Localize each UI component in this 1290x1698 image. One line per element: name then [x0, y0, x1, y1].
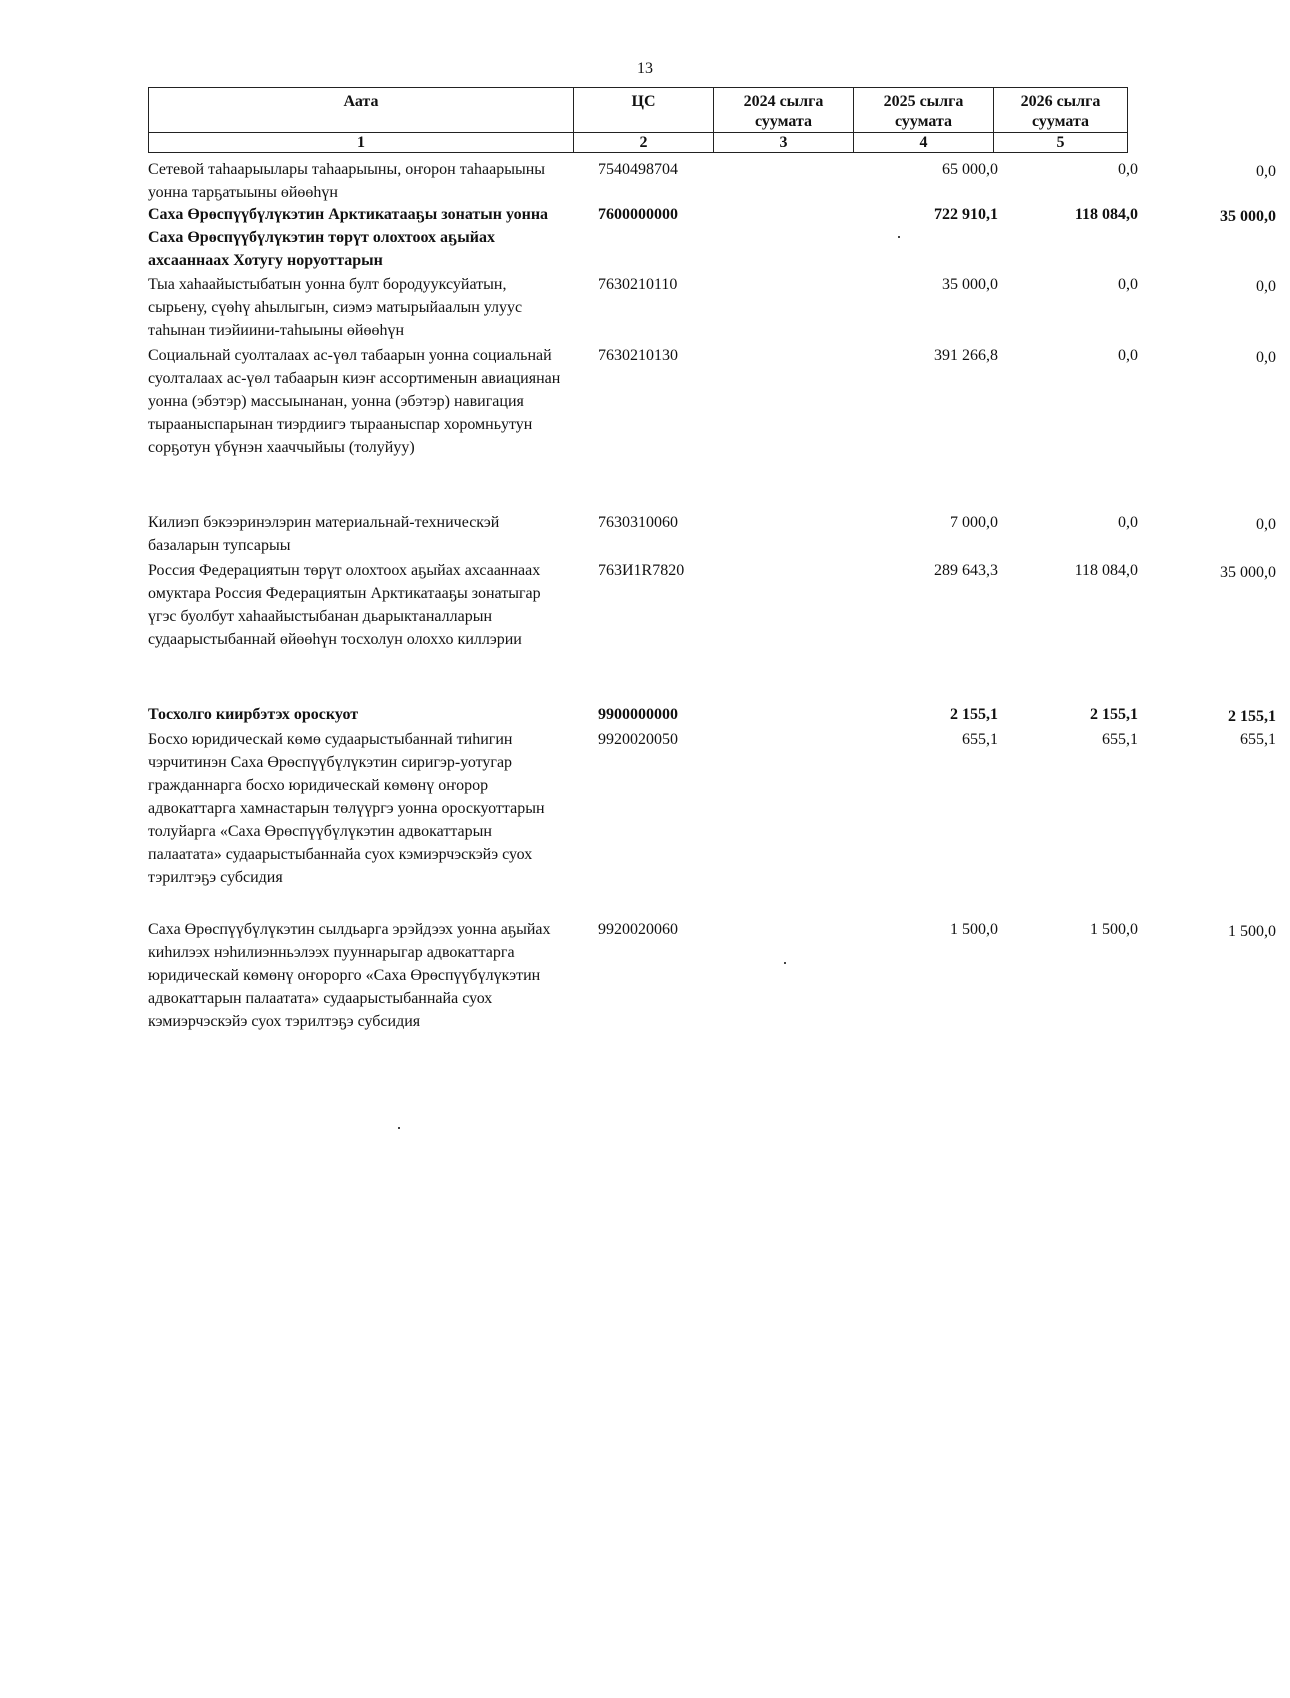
row-name: Тыа хаһаайыстыбатын уонна булт бородууксуйатын, сырьену, сүөһү аһылыгын, сиэмэ матырыйаалын улуус таһынан тиэйиини-таһыыны өйөөһүн — [148, 276, 523, 339]
table-header — [148, 87, 1128, 153]
scan-speck — [898, 236, 900, 238]
row-code: 7630210130 — [598, 347, 678, 364]
header-name-column: Аата — [149, 88, 574, 133]
row-value-2026: 1 500,0 — [1228, 923, 1276, 940]
row-value-2026: 2 155,1 — [1228, 708, 1276, 725]
row-value-2025: 118 084,0 — [1074, 206, 1138, 223]
row-name: Саха Өрөспүүбүлүкэтин Арктикатааҕы зонатын уонна Саха Өрөспүүбүлүкэтин төрүт олохтоох аҕыйах ахсааннаах Хотугу норуоттарын — [148, 206, 549, 269]
row-name: Сетевой таһаарыылары таһаарыыны, оҥорон таһаарыыны уонна тарҕатыыны өйөөһүн — [148, 161, 546, 201]
header-2025-column: 2025 сылга суумата — [854, 88, 994, 133]
row-value-2026: 0,0 — [1256, 516, 1276, 533]
page-number: 13 — [637, 60, 653, 77]
scan-speck — [398, 1127, 400, 1129]
row-code: 7630210110 — [598, 276, 678, 293]
header-number-3: 3 — [714, 133, 854, 153]
row-value-2026: 35 000,0 — [1220, 208, 1276, 225]
row-value-2025: 0,0 — [1118, 161, 1138, 178]
header-2026-column: 2026 сылга суумата — [994, 88, 1128, 133]
row-code: 763И1R7820 — [598, 562, 685, 579]
row-value-2024: 7 000,0 — [950, 514, 998, 531]
row-name: Саха Өрөспүүбүлүкэтин сылдьарга эрэйдээх уонна аҕыйах киһилээх нэһилиэнньэлээх пууннарыгар адвокаттарга юридическай көмөнү оҥорорго «Саха Өрөспүүбүлүкэтин адвокаттарын палаатата» судаарыстыбаннайа суох кэмиэрчэскэйэ суох тэрилтэҕэ субсидия — [148, 921, 551, 1030]
row-name: Россия Федерациятын төрүт олохтоох аҕыйах ахсааннаах омуктара Россия Федерациятын Арктикатааҕы зонатыгар үгэс буолбут хаһаайыстыбанан дьарыктаналларын судаарыстыбаннай өйөөһүн тосхолун олоххо киллэрии — [148, 562, 541, 648]
header-number-4: 4 — [854, 133, 994, 153]
row-value-2025: 2 155,1 — [1090, 706, 1138, 723]
row-name: Тосхолго киирбэтэх ороскуот — [148, 706, 359, 723]
row-value-2026: 0,0 — [1256, 278, 1276, 295]
row-value-2024: 1 500,0 — [950, 921, 998, 938]
row-value-2026: 0,0 — [1256, 163, 1276, 180]
row-value-2025: 118 084,0 — [1074, 562, 1138, 579]
row-value-2024: 35 000,0 — [942, 276, 998, 293]
row-value-2024: 65 000,0 — [942, 161, 998, 178]
row-value-2024: 2 155,1 — [950, 706, 998, 723]
header-number-1: 1 — [149, 133, 574, 153]
row-value-2026: 0,0 — [1256, 349, 1276, 366]
row-code: 9920020050 — [598, 731, 678, 748]
row-value-2024: 655,1 — [962, 731, 998, 748]
row-name: Босхо юридическай көмө судаарыстыбаннай тиһигин чэрчитинэн Саха Өрөспүүбүлүкэтин сиригэр-уотугар гражданнарга босхо юридическай көмөнү оҥорор адвокаттарга хамнастарын төлүүргэ уонна ороскуоттарын толуйарга «Саха Өрөспүүбүлүкэтин адвокаттарын палаатата» судаарыстыбаннайа суох кэмиэрчэскэйэ суох тэрилтэҕэ субсидия — [148, 731, 545, 886]
row-value-2026: 655,1 — [1240, 731, 1276, 748]
row-value-2024: 722 910,1 — [934, 206, 998, 223]
row-name: Килиэп бэкээринэлэрин материальнай-техническэй базаларын тупсарыы — [148, 514, 500, 554]
row-code: 9900000000 — [598, 706, 678, 723]
header-number-5: 5 — [994, 133, 1128, 153]
row-code: 7600000000 — [598, 206, 678, 223]
row-value-2025: 0,0 — [1118, 514, 1138, 531]
row-value-2025: 0,0 — [1118, 347, 1138, 364]
header-code-column: ЦС — [574, 88, 714, 133]
row-value-2025: 655,1 — [1102, 731, 1138, 748]
row-value-2025: 1 500,0 — [1090, 921, 1138, 938]
row-code: 9920020060 — [598, 921, 678, 938]
row-value-2026: 35 000,0 — [1220, 564, 1276, 581]
header-2024-column: 2024 сылга суумата — [714, 88, 854, 133]
row-value-2024: 391 266,8 — [934, 347, 998, 364]
row-value-2024: 289 643,3 — [934, 562, 998, 579]
row-name: Социальнай суолталаах ас-үөл табаарын уонна социальнай суолталаах ас-үөл табаарын киэҥ ассортименын авиациянан уонна (эбэтэр) массыынанан, уонна (эбэтэр) навигация тырааныспарынан тиэрдиигэ тырааныспар хоромньутун сорҕотун үбүнэн хааччыйыы (толуйуу) — [148, 347, 561, 456]
row-code: 7630310060 — [598, 514, 678, 531]
row-value-2025: 0,0 — [1118, 276, 1138, 293]
header-number-2: 2 — [574, 133, 714, 153]
row-code: 7540498704 — [598, 161, 678, 178]
scan-speck — [784, 962, 786, 964]
